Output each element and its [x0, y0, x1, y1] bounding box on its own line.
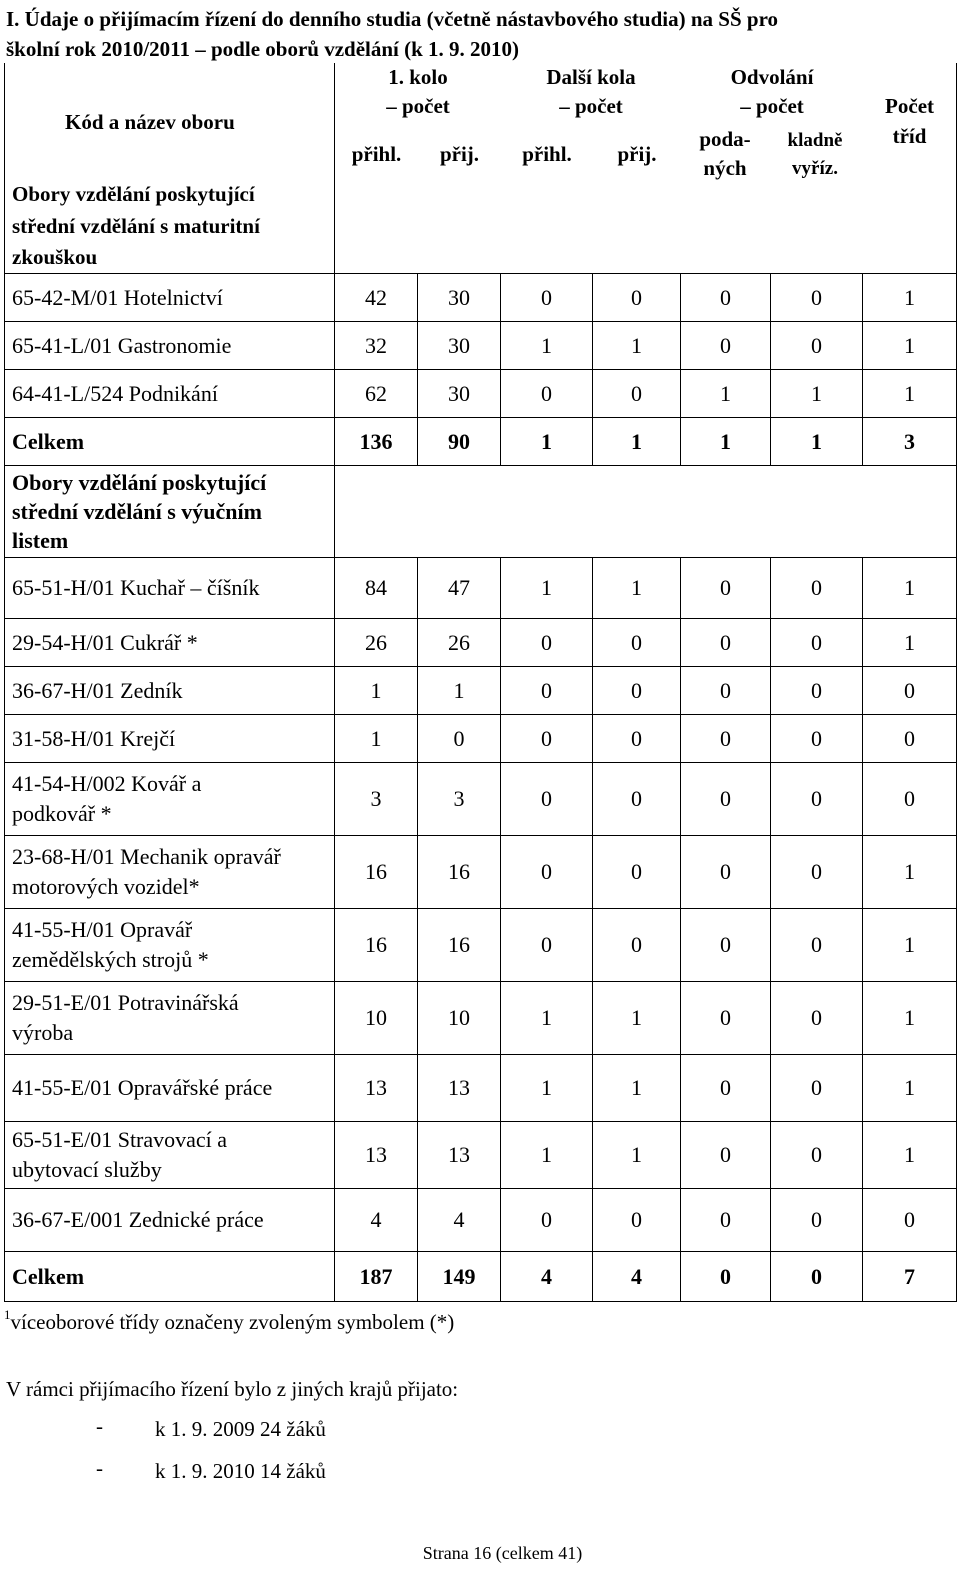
total-podanych: 0: [681, 1252, 771, 1302]
total-label: Celkem: [5, 1252, 335, 1302]
cell-pocet-trid: 1: [863, 274, 957, 322]
header-dalsi-line2: – počet: [559, 94, 623, 118]
cell-pocet-trid: 0: [863, 1189, 957, 1252]
cell-prihl: 13: [335, 1122, 418, 1189]
cell-prihl: 10: [335, 982, 418, 1055]
table-header-row: [5, 63, 957, 274]
cell-prihl: 26: [335, 619, 418, 667]
cell-prij-2: 0: [593, 619, 681, 667]
cell-pocet-trid: 1: [863, 619, 957, 667]
cell-prij: 13: [418, 1055, 501, 1122]
cell-prihl-2: 0: [501, 370, 593, 418]
table-row: [5, 1055, 957, 1122]
row-label: [5, 763, 335, 836]
cell-podanych: 0: [681, 322, 771, 370]
cell-kladne: 0: [771, 763, 863, 836]
cell-kladne: 0: [771, 909, 863, 982]
cell-prihl: 84: [335, 558, 418, 619]
cell-prij-2: 1: [593, 982, 681, 1055]
table-row: [5, 370, 957, 418]
table-row: [5, 667, 957, 715]
header-kolo1-line1: 1. kolo: [388, 65, 448, 89]
cell-prij: 10: [418, 982, 501, 1055]
cell-pocet-trid: 0: [863, 667, 957, 715]
list-bullet: -: [96, 1414, 103, 1438]
cell-pocet-trid: 0: [863, 715, 957, 763]
cell-prij-2: 0: [593, 909, 681, 982]
cell-pocet-trid: 1: [863, 909, 957, 982]
cell-pocet-trid: 1: [863, 558, 957, 619]
table-row: [5, 909, 957, 982]
header-kladne-2: vyříz.: [792, 158, 838, 179]
row-label: 65-41-L/01 Gastronomie: [5, 322, 335, 370]
cell-prij-2: 0: [593, 763, 681, 836]
title-line-2: školní rok 2010/2011 – podle oborů vzdělání (k 1. 9. 2010): [6, 37, 520, 61]
row-label-line-2: výroba: [12, 1020, 74, 1045]
cell-prihl: 1: [335, 715, 418, 763]
cell-kladne: 0: [771, 1055, 863, 1122]
cell-podanych: 0: [681, 909, 771, 982]
total-prihl: 187: [335, 1252, 418, 1302]
table-row: [5, 763, 957, 836]
header-prihl: přihl.: [351, 142, 402, 166]
row-label: 65-51-H/01 Kuchař – číšník: [5, 558, 335, 619]
header-kladne-1: kladně: [787, 130, 843, 151]
header-podanych-2: ných: [703, 156, 747, 180]
cell-prihl: 1: [335, 667, 418, 715]
header-prij-2: přij.: [617, 142, 657, 166]
cell-prij-2: 0: [593, 715, 681, 763]
cell-prij-2: 0: [593, 370, 681, 418]
cell-podanych: 0: [681, 715, 771, 763]
total-prij-2: 4: [593, 1252, 681, 1302]
header-pocet-trid-1: Počet: [885, 94, 935, 118]
footnote-mark: 1: [4, 1307, 11, 1322]
total-label: Celkem: [5, 418, 335, 466]
cell-prihl-2: 1: [501, 1122, 593, 1189]
cell-prihl-2: 1: [501, 322, 593, 370]
footnote-text: víceoborové třídy označeny zvoleným symbolem (*): [10, 1310, 455, 1334]
row-label: [5, 982, 335, 1055]
cell-prihl: 32: [335, 322, 418, 370]
row-label: 29-54-H/01 Cukrář *: [5, 619, 335, 667]
section2-heading-spacer: [335, 466, 957, 558]
cell-prij-2: 0: [593, 836, 681, 909]
row-label-line-2: zemědělských strojů *: [12, 947, 209, 972]
cell-prihl-2: 0: [501, 763, 593, 836]
cell-prihl-2: 0: [501, 619, 593, 667]
cell-podanych: 0: [681, 558, 771, 619]
cell-podanych: 0: [681, 763, 771, 836]
cell-kladne: 0: [771, 274, 863, 322]
total-kladne: 0: [771, 1252, 863, 1302]
cell-prij-2: 0: [593, 274, 681, 322]
total-prij-2: 1: [593, 418, 681, 466]
row-label-line-1: 41-54-H/002 Kovář a: [12, 771, 202, 796]
row-label: [5, 1122, 335, 1189]
cell-kladne: 0: [771, 715, 863, 763]
cell-podanych: 1: [681, 370, 771, 418]
header-code-name: Kód a název oboru: [65, 110, 235, 134]
cell-pocet-trid: 1: [863, 1122, 957, 1189]
cell-podanych: 0: [681, 836, 771, 909]
row-label-line-2: motorových vozidel*: [12, 874, 200, 899]
total-row-section2: [5, 1252, 957, 1302]
header-code-name-cell: [5, 63, 335, 274]
total-prihl: 136: [335, 418, 418, 466]
row-label: 65-42-M/01 Hotelnictví: [5, 274, 335, 322]
row-label-line-1: 65-51-E/01 Stravovací a: [12, 1127, 228, 1152]
cell-kladne: 0: [771, 322, 863, 370]
cell-podanych: 0: [681, 1122, 771, 1189]
cell-prij: 13: [418, 1122, 501, 1189]
cell-prij: 30: [418, 322, 501, 370]
cell-prihl: 16: [335, 909, 418, 982]
cell-kladne: 0: [771, 836, 863, 909]
table-row: [5, 1122, 957, 1189]
section1-heading-2: střední vzdělání s maturitní: [12, 214, 260, 238]
cell-pocet-trid: 1: [863, 370, 957, 418]
section1-heading-1: Obory vzdělání poskytující: [12, 182, 255, 206]
header-podanych-1: poda-: [699, 127, 751, 151]
total-row-section1: [5, 418, 957, 466]
footnote: [4, 1300, 454, 1337]
table-row: [5, 558, 957, 619]
title-line-1: I. Údaje o přijímacím řízení do denního studia (včetně nástavbového studia) na SŠ pro: [6, 7, 779, 31]
cell-kladne: 0: [771, 982, 863, 1055]
total-kladne: 1: [771, 418, 863, 466]
table-row: [5, 322, 957, 370]
cell-prihl: 16: [335, 836, 418, 909]
cell-prihl-2: 1: [501, 982, 593, 1055]
cell-pocet-trid: 1: [863, 836, 957, 909]
cell-prij: 1: [418, 667, 501, 715]
table-row: [5, 1189, 957, 1252]
cell-kladne: 0: [771, 558, 863, 619]
header-odvolani-line2: – počet: [740, 94, 804, 118]
section2-heading: [5, 466, 335, 558]
paragraph-other-regions: V rámci přijímacího řízení bylo z jiných krajů přijato:: [6, 1377, 459, 1401]
header-prihl-2: přihl.: [522, 142, 572, 166]
row-label: [5, 909, 335, 982]
cell-kladne: 1: [771, 370, 863, 418]
cell-prihl-2: 0: [501, 836, 593, 909]
row-label-line-1: 23-68-H/01 Mechanik opravář: [12, 844, 281, 869]
header-prij: přij.: [439, 142, 480, 166]
admissions-table: [4, 63, 957, 1302]
cell-prij: 30: [418, 274, 501, 322]
row-label: 36-67-E/001 Zednické práce: [5, 1189, 335, 1252]
header-pocet-trid-2: tříd: [892, 124, 927, 148]
cell-prihl: 3: [335, 763, 418, 836]
cell-podanych: 0: [681, 619, 771, 667]
cell-prij: 4: [418, 1189, 501, 1252]
total-prij: 90: [418, 418, 501, 466]
cell-prihl-2: 0: [501, 715, 593, 763]
cell-prihl: 62: [335, 370, 418, 418]
cell-prij: 47: [418, 558, 501, 619]
total-prij: 149: [418, 1252, 501, 1302]
cell-prij: 3: [418, 763, 501, 836]
cell-pocet-trid: 1: [863, 322, 957, 370]
table-row: [5, 619, 957, 667]
row-label-line-2: ubytovací služby: [12, 1157, 162, 1182]
cell-prij-2: 1: [593, 558, 681, 619]
cell-prij: 16: [418, 836, 501, 909]
row-label-line-1: 41-55-H/01 Opravář: [12, 917, 193, 942]
cell-prij-2: 0: [593, 1189, 681, 1252]
cell-kladne: 0: [771, 619, 863, 667]
list-item: k 1. 9. 2010 14 žáků: [155, 1459, 326, 1483]
row-label-line-2: podkovář *: [12, 801, 112, 826]
page-title: [6, 4, 956, 64]
cell-prij: 16: [418, 909, 501, 982]
cell-prihl: 4: [335, 1189, 418, 1252]
page-footer: Strana 16 (celkem 41): [422, 1543, 583, 1563]
cell-prij: 30: [418, 370, 501, 418]
row-label: 31-58-H/01 Krejčí: [5, 715, 335, 763]
header-odvolani-line1: Odvolání: [730, 65, 814, 89]
table-row: [5, 836, 957, 909]
row-label-line-1: 29-51-E/01 Potravinářská: [12, 990, 239, 1015]
row-label: [5, 836, 335, 909]
total-pocet-trid: 7: [863, 1252, 957, 1302]
cell-prij-2: 1: [593, 1055, 681, 1122]
section2-heading-row: [5, 466, 957, 558]
cell-kladne: 0: [771, 1189, 863, 1252]
total-prihl-2: 4: [501, 1252, 593, 1302]
cell-prihl-2: 0: [501, 1189, 593, 1252]
total-prihl-2: 1: [501, 418, 593, 466]
cell-kladne: 0: [771, 667, 863, 715]
cell-kladne: 0: [771, 1122, 863, 1189]
row-label: 64-41-L/524 Podnikání: [5, 370, 335, 418]
header-pocet-trid-cell: [863, 63, 957, 274]
section2-heading-line-2: střední vzdělání s výučním: [12, 499, 262, 524]
table-row: [5, 982, 957, 1055]
table-row: [5, 715, 957, 763]
total-podanych: 1: [681, 418, 771, 466]
cell-pocet-trid: 1: [863, 982, 957, 1055]
header-kolo1-line2: – počet: [386, 94, 450, 118]
cell-prihl-2: 0: [501, 909, 593, 982]
list-bullet: -: [96, 1456, 103, 1480]
cell-podanych: 0: [681, 1055, 771, 1122]
header-groups-cell: [335, 63, 863, 274]
cell-podanych: 0: [681, 667, 771, 715]
cell-prihl: 42: [335, 274, 418, 322]
row-label: 41-55-E/01 Opravářské práce: [5, 1055, 335, 1122]
cell-prihl: 13: [335, 1055, 418, 1122]
cell-podanych: 0: [681, 274, 771, 322]
cell-prihl-2: 1: [501, 1055, 593, 1122]
row-label: 36-67-H/01 Zedník: [5, 667, 335, 715]
cell-pocet-trid: 0: [863, 763, 957, 836]
cell-podanych: 0: [681, 982, 771, 1055]
cell-prihl-2: 0: [501, 274, 593, 322]
cell-prij: 26: [418, 619, 501, 667]
list-item: k 1. 9. 2009 24 žáků: [155, 1417, 326, 1441]
table-row: [5, 274, 957, 322]
section2-heading-line-3: listem: [12, 528, 69, 553]
total-pocet-trid: 3: [863, 418, 957, 466]
header-dalsi-line1: Další kola: [546, 65, 636, 89]
cell-prihl-2: 1: [501, 558, 593, 619]
cell-podanych: 0: [681, 1189, 771, 1252]
cell-prihl-2: 0: [501, 667, 593, 715]
section2-heading-line-1: Obory vzdělání poskytující: [12, 470, 267, 495]
cell-prij: 0: [418, 715, 501, 763]
cell-prij-2: 1: [593, 322, 681, 370]
section1-heading-3: zkouškou: [12, 245, 98, 269]
cell-prij-2: 0: [593, 667, 681, 715]
cell-prij-2: 1: [593, 1122, 681, 1189]
cell-pocet-trid: 1: [863, 1055, 957, 1122]
